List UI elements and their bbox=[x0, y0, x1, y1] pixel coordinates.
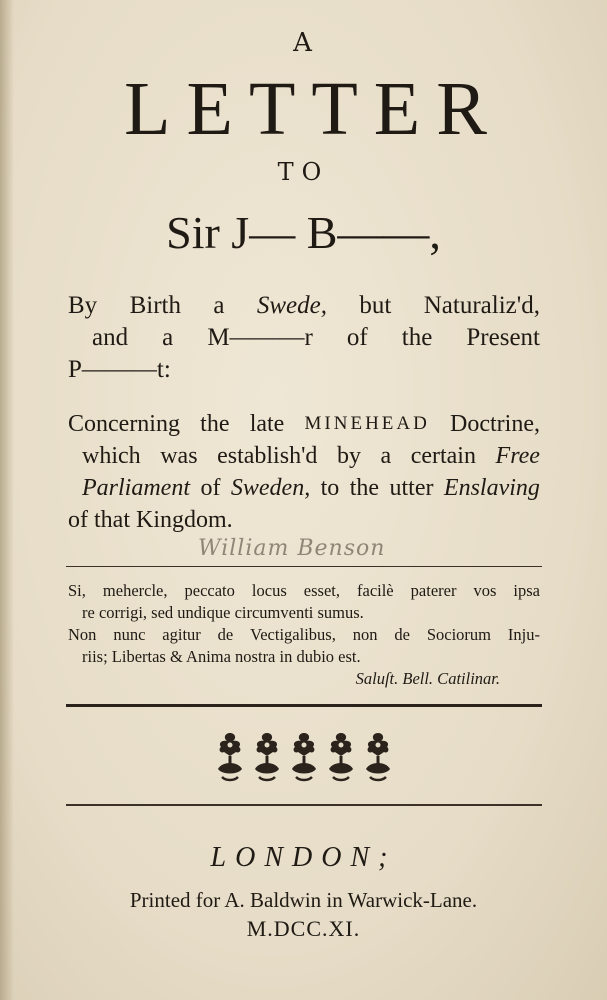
birth-word: M———r bbox=[207, 324, 313, 351]
birth-word: and bbox=[92, 324, 129, 351]
concern-word: by bbox=[336, 443, 361, 469]
birth-word: Swede, bbox=[256, 292, 327, 319]
birth-word: a bbox=[162, 324, 174, 351]
concern-word: Enslaving bbox=[443, 475, 540, 501]
concern-word: which bbox=[82, 443, 141, 469]
rule-divider bbox=[66, 566, 542, 567]
concern-word: Sweden, bbox=[230, 475, 311, 501]
imprint-printer: Printed for A. Baldwin in Warwick-Lane. bbox=[129, 888, 478, 912]
birth-word: Birth bbox=[129, 292, 181, 319]
birth-paragraph bbox=[68, 290, 540, 386]
epigraph-word: agitur bbox=[162, 625, 201, 644]
epigraph-word: peccato bbox=[184, 581, 235, 600]
epigraph-word: de bbox=[217, 625, 234, 644]
epigraph-line-2: re corrigi, sed undique circumventi sumus. bbox=[82, 603, 364, 622]
epigraph-word: Sociorum bbox=[426, 625, 492, 644]
birth-word: By bbox=[68, 292, 98, 319]
fleuron-ornament-icon bbox=[212, 729, 396, 785]
rule-divider bbox=[66, 804, 542, 806]
epigraph-word: facilè bbox=[357, 581, 394, 600]
birth-word: the bbox=[401, 324, 433, 351]
title-to: TO bbox=[277, 158, 330, 186]
concern-word: Parliament bbox=[82, 475, 190, 501]
epigraph-word: Vectigalibus, bbox=[250, 625, 336, 644]
birth-line-3: P———t: bbox=[68, 356, 171, 383]
concern-word: a bbox=[380, 443, 392, 469]
concern-word: establish'd bbox=[217, 443, 318, 469]
handwritten-signature: William Benson bbox=[198, 536, 386, 561]
concern-word: Doctrine, bbox=[450, 411, 540, 437]
title-addressee: Sir J— B——, bbox=[166, 207, 441, 258]
epigraph-word: de bbox=[394, 625, 410, 644]
birth-word: but bbox=[359, 292, 392, 319]
concern-word: the bbox=[200, 411, 230, 437]
concern-word: utter bbox=[389, 475, 434, 501]
concern-word: MINEHEAD bbox=[304, 413, 430, 434]
epigraph-word: vos bbox=[473, 581, 497, 600]
epigraph-word: Inju- bbox=[507, 625, 540, 644]
concern-word: the bbox=[349, 475, 380, 501]
concern-word: late bbox=[249, 411, 285, 437]
concerning-paragraph bbox=[68, 408, 540, 536]
epigraph-word: locus bbox=[251, 581, 287, 600]
epigraph-word: paterer bbox=[410, 581, 457, 600]
concern-word: was bbox=[160, 443, 198, 469]
birth-word: a bbox=[213, 292, 225, 319]
epigraph-word: Si, bbox=[68, 581, 86, 600]
epigraph-word: esset, bbox=[303, 581, 340, 600]
imprint-year: M.DCC.XI. bbox=[246, 916, 361, 941]
concern-word: of bbox=[200, 475, 221, 501]
birth-word: Present bbox=[466, 324, 540, 351]
latin-epigraph bbox=[68, 580, 540, 690]
birth-word: of bbox=[346, 324, 368, 351]
epigraph-word: mehercle, bbox=[102, 581, 168, 600]
birth-word: Naturaliz'd, bbox=[423, 292, 540, 319]
epigraph-word: non bbox=[352, 625, 378, 644]
title-main: LETTER bbox=[124, 67, 503, 151]
epigraph-word: nunc bbox=[113, 625, 146, 644]
epigraph-word: Non bbox=[68, 625, 97, 644]
epigraph-source: Saluſt. Bell. Catilinar. bbox=[355, 669, 500, 688]
concern-word: certain bbox=[410, 443, 476, 469]
concern-line-4: of that Kingdom. bbox=[68, 507, 233, 533]
epigraph-word: ipsa bbox=[513, 581, 540, 600]
epigraph-line-4: riis; Libertas & Anima nostra in dubio est. bbox=[82, 647, 361, 666]
concern-word: to bbox=[320, 475, 340, 501]
imprint-city: LONDON; bbox=[210, 842, 397, 873]
concern-word: Free bbox=[495, 443, 540, 469]
title-article: A bbox=[293, 28, 314, 58]
rule-divider-thick bbox=[66, 704, 542, 707]
concern-word: Concerning bbox=[68, 411, 180, 437]
